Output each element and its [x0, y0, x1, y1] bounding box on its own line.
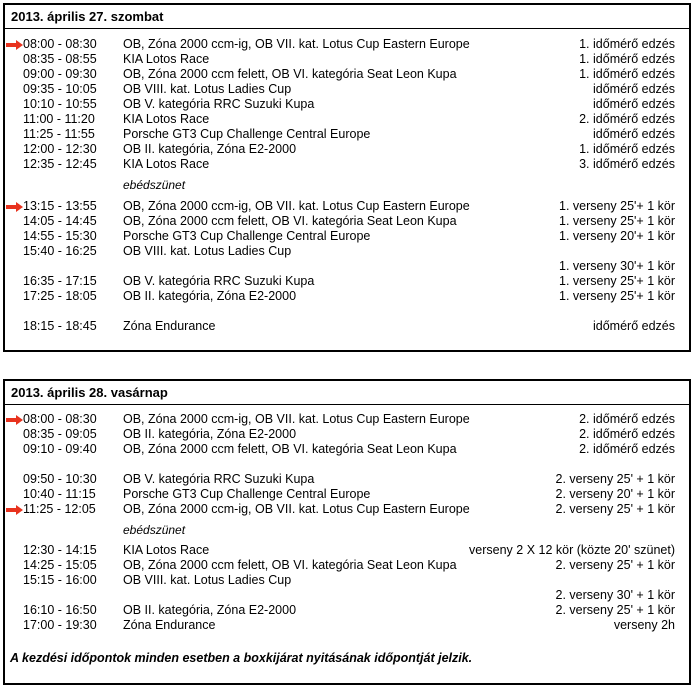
schedule-row	[5, 67, 689, 82]
time-slot: 09:50 - 10:30	[23, 472, 97, 486]
schedule-row	[5, 543, 689, 558]
session-type: 2. verseny 25' + 1 kör	[555, 502, 675, 516]
schedule-row	[5, 37, 689, 52]
schedule-row	[5, 244, 689, 259]
session-type: 2. időmérő edzés	[579, 427, 675, 441]
event-name: OB II. kategória, Zóna E2-2000	[123, 603, 297, 617]
event-name: OB II. kategória, Zóna E2-2000	[123, 427, 297, 441]
session-type: 1. verseny 25'+ 1 kör	[559, 214, 675, 228]
time-slot: 11:00 - 11:20	[23, 112, 95, 126]
event-name: KIA Lotos Race	[123, 157, 210, 171]
time-slot: 08:00 - 08:30	[23, 37, 97, 51]
schedule-row	[5, 588, 689, 603]
session-type: verseny 2 X 12 kör (közte 20' szünet)	[469, 543, 675, 557]
event-name: OB, Zóna 2000 ccm felett, OB VI. kategória Seat Leon Kupa	[123, 67, 457, 81]
footnote: A kezdési időpontok minden esetben a boxkijárat nyitásának időpontját jelzik.	[10, 651, 473, 665]
time-slot: 13:15 - 13:55	[23, 199, 97, 213]
event-name: OB V. kategória RRC Suzuki Kupa	[123, 472, 315, 486]
schedule-row	[5, 487, 689, 502]
time-slot: 14:25 - 15:05	[23, 558, 97, 572]
schedule-row	[5, 573, 689, 588]
event-name: OB, Zóna 2000 ccm felett, OB VI. kategória Seat Leon Kupa	[123, 558, 457, 572]
time-slot: 12:35 - 12:45	[23, 157, 97, 171]
event-name: KIA Lotos Race	[123, 543, 210, 557]
time-slot: 09:00 - 09:30	[23, 67, 97, 81]
schedule-row	[5, 412, 689, 427]
time-slot: 08:00 - 08:30	[23, 412, 97, 426]
red-arrow-icon	[6, 40, 24, 50]
time-slot: 11:25 - 11:55	[23, 127, 95, 141]
event-name: OB, Zóna 2000 ccm-ig, OB VII. kat. Lotus Cup Eastern Europe	[123, 412, 470, 426]
schedule-row	[5, 472, 689, 487]
session-type: időmérő edzés	[593, 82, 675, 96]
schedule-row	[5, 502, 689, 517]
time-slot: 12:30 - 14:15	[23, 543, 97, 557]
session-type: 1. verseny 25'+ 1 kör	[559, 289, 675, 303]
event-name: OB VIII. kat. Lotus Ladies Cup	[123, 573, 292, 587]
schedule-row	[5, 289, 689, 304]
day-header: 2013. április 27. szombat	[5, 5, 689, 29]
event-name: Zóna Endurance	[123, 618, 216, 632]
lunch-break-label: ebédszünet	[123, 178, 186, 192]
session-type: 1. verseny 30'+ 1 kör	[559, 259, 675, 273]
event-name: OB V. kategória RRC Suzuki Kupa	[123, 274, 315, 288]
event-name: OB, Zóna 2000 ccm felett, OB VI. kategória Seat Leon Kupa	[123, 214, 457, 228]
lunch-break-label: ebédszünet	[123, 523, 186, 537]
time-slot: 10:40 - 11:15	[23, 487, 96, 501]
red-arrow-icon	[6, 202, 24, 212]
session-type: 1. verseny 20'+ 1 kör	[559, 229, 675, 243]
session-type: 2. verseny 30' + 1 kör	[555, 588, 675, 602]
schedule-row	[5, 229, 689, 244]
lunch-break-row	[5, 523, 689, 538]
session-type: 1. verseny 25'+ 1 kör	[559, 199, 675, 213]
event-name: OB, Zóna 2000 ccm-ig, OB VII. kat. Lotus Cup Eastern Europe	[123, 199, 470, 213]
session-type: időmérő edzés	[593, 127, 675, 141]
time-slot: 15:40 - 16:25	[23, 244, 97, 258]
event-name: Porsche GT3 Cup Challenge Central Europe	[123, 127, 371, 141]
schedule-row	[5, 142, 689, 157]
schedule-row	[5, 427, 689, 442]
time-slot: 12:00 - 12:30	[23, 142, 97, 156]
schedule-row	[5, 319, 689, 334]
time-slot: 15:15 - 16:00	[23, 573, 97, 587]
schedule-row	[5, 52, 689, 67]
session-type: 2. verseny 25' + 1 kör	[555, 603, 675, 617]
time-slot: 17:00 - 19:30	[23, 618, 97, 632]
day-header: 2013. április 28. vasárnap	[5, 381, 689, 405]
schedule-day-saturday	[3, 3, 691, 352]
event-name: OB II. kategória, Zóna E2-2000	[123, 289, 297, 303]
event-name: OB II. kategória, Zóna E2-2000	[123, 142, 297, 156]
time-slot: 11:25 - 12:05	[23, 502, 96, 516]
event-name: KIA Lotos Race	[123, 52, 210, 66]
event-name: OB VIII. kat. Lotus Ladies Cup	[123, 82, 292, 96]
schedule-row	[5, 603, 689, 618]
time-slot: 09:10 - 09:40	[23, 442, 97, 456]
schedule-row	[5, 442, 689, 457]
session-type: 2. verseny 25' + 1 kör	[555, 558, 675, 572]
session-type: 2. időmérő edzés	[579, 412, 675, 426]
session-type: 1. időmérő edzés	[579, 37, 675, 51]
session-type: 1. verseny 25'+ 1 kör	[559, 274, 675, 288]
event-name: OB, Zóna 2000 ccm-ig, OB VII. kat. Lotus Cup Eastern Europe	[123, 502, 470, 516]
event-name: OB, Zóna 2000 ccm felett, OB VI. kategória Seat Leon Kupa	[123, 442, 457, 456]
event-name: OB, Zóna 2000 ccm-ig, OB VII. kat. Lotus Cup Eastern Europe	[123, 37, 470, 51]
event-name: Porsche GT3 Cup Challenge Central Europe	[123, 487, 371, 501]
schedule-row	[5, 214, 689, 229]
schedule-row	[5, 618, 689, 633]
event-name: OB V. kategória RRC Suzuki Kupa	[123, 97, 315, 111]
event-name: KIA Lotos Race	[123, 112, 210, 126]
time-slot: 08:35 - 08:55	[23, 52, 97, 66]
schedule-row	[5, 127, 689, 142]
session-type: 2. időmérő edzés	[579, 112, 675, 126]
session-type: 2. időmérő edzés	[579, 442, 675, 456]
session-type: 1. időmérő edzés	[579, 67, 675, 81]
red-arrow-icon	[6, 415, 24, 425]
lunch-break-row	[5, 178, 689, 193]
schedule-row	[5, 112, 689, 127]
session-type: időmérő edzés	[593, 97, 675, 111]
event-name: Zóna Endurance	[123, 319, 216, 333]
time-slot: 17:25 - 18:05	[23, 289, 97, 303]
time-slot: 14:05 - 14:45	[23, 214, 97, 228]
event-name: Porsche GT3 Cup Challenge Central Europe	[123, 229, 371, 243]
red-arrow-icon	[6, 505, 24, 515]
time-slot: 16:10 - 16:50	[23, 603, 97, 617]
time-slot: 09:35 - 10:05	[23, 82, 97, 96]
schedule-row	[5, 82, 689, 97]
session-type: 1. időmérő edzés	[579, 142, 675, 156]
schedule-row	[5, 558, 689, 573]
schedule-row	[5, 157, 689, 172]
schedule-day-sunday	[3, 379, 691, 685]
session-type: verseny 2h	[613, 618, 675, 632]
session-type: 2. verseny 25' + 1 kör	[555, 472, 675, 486]
time-slot: 18:15 - 18:45	[23, 319, 97, 333]
time-slot: 10:10 - 10:55	[23, 97, 97, 111]
session-type: 3. időmérő edzés	[579, 157, 675, 171]
time-slot: 08:35 - 09:05	[23, 427, 97, 441]
schedule-row	[5, 274, 689, 289]
session-type: 1. időmérő edzés	[579, 52, 675, 66]
time-slot: 14:55 - 15:30	[23, 229, 97, 243]
session-type: 2. verseny 20' + 1 kör	[555, 487, 675, 501]
schedule-row	[5, 199, 689, 214]
schedule-row	[5, 97, 689, 112]
session-type: időmérő edzés	[593, 319, 675, 333]
time-slot: 16:35 - 17:15	[23, 274, 97, 288]
schedule-row	[5, 259, 689, 274]
event-name: OB VIII. kat. Lotus Ladies Cup	[123, 244, 292, 258]
